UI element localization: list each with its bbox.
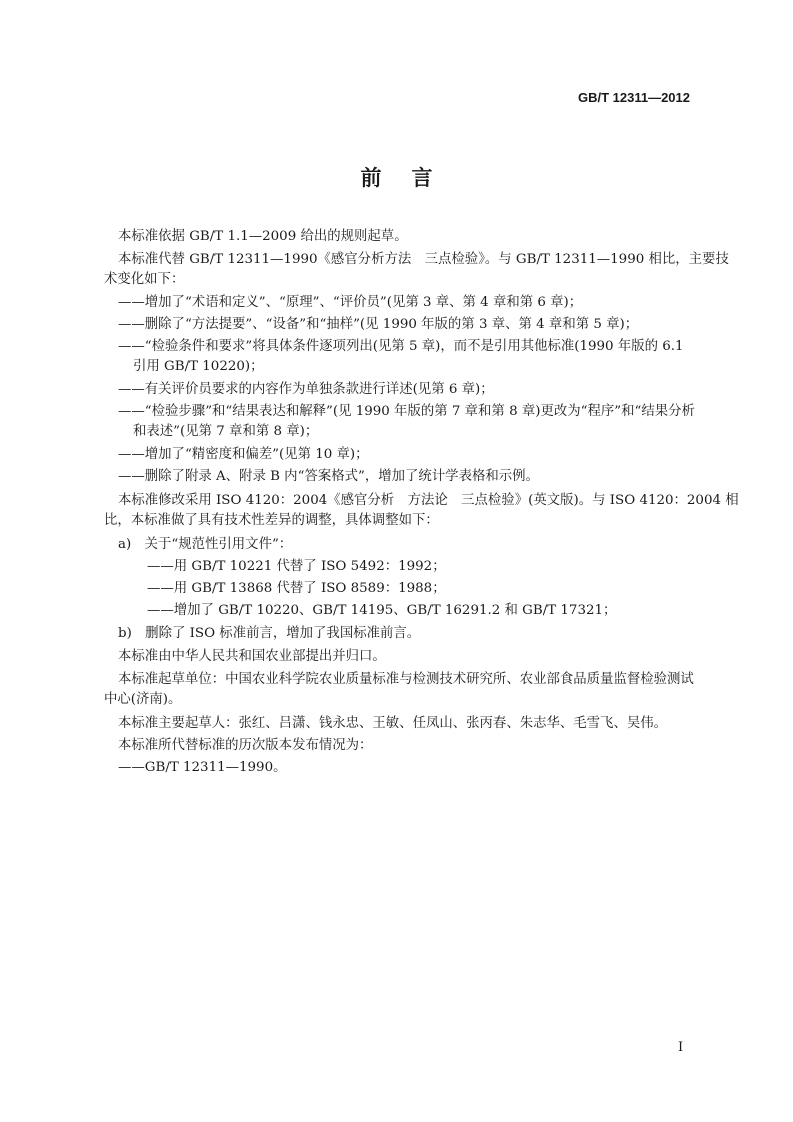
list-item: ——GB/T 12311—1990。 [118,760,287,775]
paragraph-line: 本标准代替 GB/T 12311—1990《感官分析方法 三点检验》。与 GB/T 12311—1990 相比，主要技 [118,252,729,267]
standard-code-header: GB/T 12311—2012 [577,90,690,105]
list-item: ——删除了附录 A、附录 B 内“答案格式”，增加了统计学表格和示例。 [118,469,539,484]
paragraph-line: 本标准依据 GB/T 1.1—2009 给出的规则起草。 [118,229,408,244]
list-item: ——“检验步骤”和“结果表达和解释”(见 1990 年版的第 7 章和第 8 章)更改为“程序”和“结果分析 [118,404,695,419]
list-item: ——用 GB/T 10221 代替了 ISO 5492：1992； [147,559,446,574]
list-item: ——增加了 GB/T 10220、GB/T 14195、GB/T 16291.2 和 GB/T 17321； [147,603,617,618]
paragraph-line: 术变化如下： [104,272,185,287]
list-item: ——增加了“术语和定义”、“原理”、“评价员”(见第 3 章、第 4 章和第 6 章)； [118,295,583,310]
paragraph-line: 比，本标准做了具有技术性差异的调整，具体调整如下： [104,513,439,528]
paragraph-line: 中心(济南)。 [104,692,182,707]
list-item: ——增加了“精密度和偏差”(见第 10 章)； [118,447,369,462]
list-item: ——有关评价员要求的内容作为单独条款进行详述(见第 6 章)； [118,382,494,397]
paragraph-line: 本标准修改采用 ISO 4120：2004《感官分析 方法论 三点检验》(英文版)。与 ISO 4120：2004 相 [118,493,739,508]
page-number: I [678,1040,684,1055]
paragraph-line: 本标准所代替标准的历次版本发布情况为： [118,738,373,753]
page-title: 前言 [360,165,463,190]
list-item: ——用 GB/T 13868 代替了 ISO 8589：1988； [147,581,446,596]
list-item: b) 删除了 ISO 标准前言，增加了我国标准前言。 [118,626,421,641]
paragraph-line: 本标准主要起草人：张红、吕潇、钱永忠、王敏、任凤山、张丙春、朱志华、毛雪飞、吴伟。 [118,716,668,731]
list-item-continuation: 引用 GB/T 10220)； [133,359,264,374]
paragraph-line: 本标准由中华人民共和国农业部提出并归口。 [118,649,386,664]
list-item-continuation: 和表述”(见第 7 章和第 8 章)； [133,424,319,439]
list-item: a) 关于“规范性引用文件”： [118,537,293,552]
list-item: ——“检验条件和要求”将具体条件逐项列出(见第 5 章)，而不是引用其他标准(1990 年版的 6.1 [118,339,684,354]
paragraph-line: 本标准起草单位：中国农业科学院农业质量标准与检测技术研究所、农业部食品质量监督检验测试 [118,672,694,687]
list-item: ——删除了“方法提要”、“设备”和“抽样”(见 1990 年版的第 3 章、第 4 章和第 5 章)； [118,317,639,332]
